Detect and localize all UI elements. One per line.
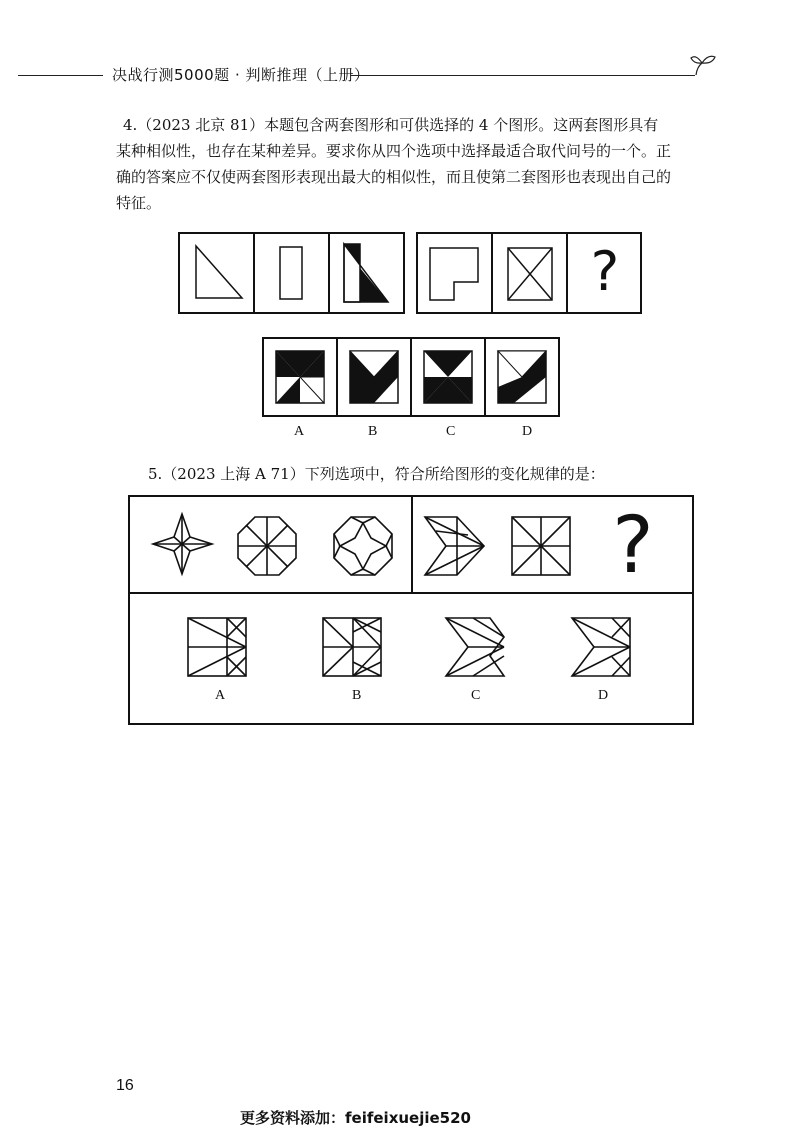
q4-option-c-figure	[424, 351, 472, 403]
q5-question-mark: ?	[612, 501, 654, 591]
q5-option-c-label[interactable]: C	[471, 688, 481, 703]
q4-question-mark: ?	[590, 240, 620, 303]
sprout-icon	[688, 50, 718, 80]
q4-line-2: 某种相似性，也存在某种差异。要求你从四个选项中选择最适合取代问号的一个。正	[116, 142, 672, 160]
running-header-title: 决战行测5000题 · 判断推理（上册）	[112, 66, 370, 84]
q4-line-1: 4.（2023 北京 81）本题包含两套图形和可供选择的 4 个图形。这两套图形具有	[123, 116, 659, 134]
question-5-text: 5.（2023 上海 A 71）下列选项中，符合所给图形的变化规律的是：	[148, 465, 605, 483]
footer-contact-note	[240, 1107, 471, 1128]
q4-first-set	[178, 232, 405, 314]
q4-option-a-label[interactable]: A	[294, 424, 305, 439]
page-number: 16	[116, 1077, 134, 1094]
footer-handle: feifeixuejie520	[345, 1109, 471, 1127]
q4-line-4: 特征。	[116, 194, 162, 212]
footer-label: 更多资料添加：	[240, 1109, 346, 1127]
q5-option-a-label[interactable]: A	[215, 688, 226, 703]
q4-option-a-figure	[276, 351, 324, 403]
q4-options	[262, 337, 560, 417]
q5-square-spokes-figure	[512, 517, 570, 575]
q4-option-d-label[interactable]: D	[522, 424, 533, 439]
question-4-text	[116, 112, 713, 216]
q4-line-3: 确的答案应不仅使两套图形表现出最大的相似性，而且使第二套图形也表现出自己的	[116, 168, 672, 186]
header-rule-left	[18, 75, 103, 76]
q5-octagon-spokes-figure	[238, 517, 296, 575]
q5-option-d-label[interactable]: D	[598, 688, 609, 703]
q5-option-b-label[interactable]: B	[352, 688, 362, 703]
q4-option-b-label[interactable]: B	[368, 424, 378, 439]
header-rule-right	[350, 75, 695, 76]
q4-option-c-label[interactable]: C	[446, 424, 456, 439]
